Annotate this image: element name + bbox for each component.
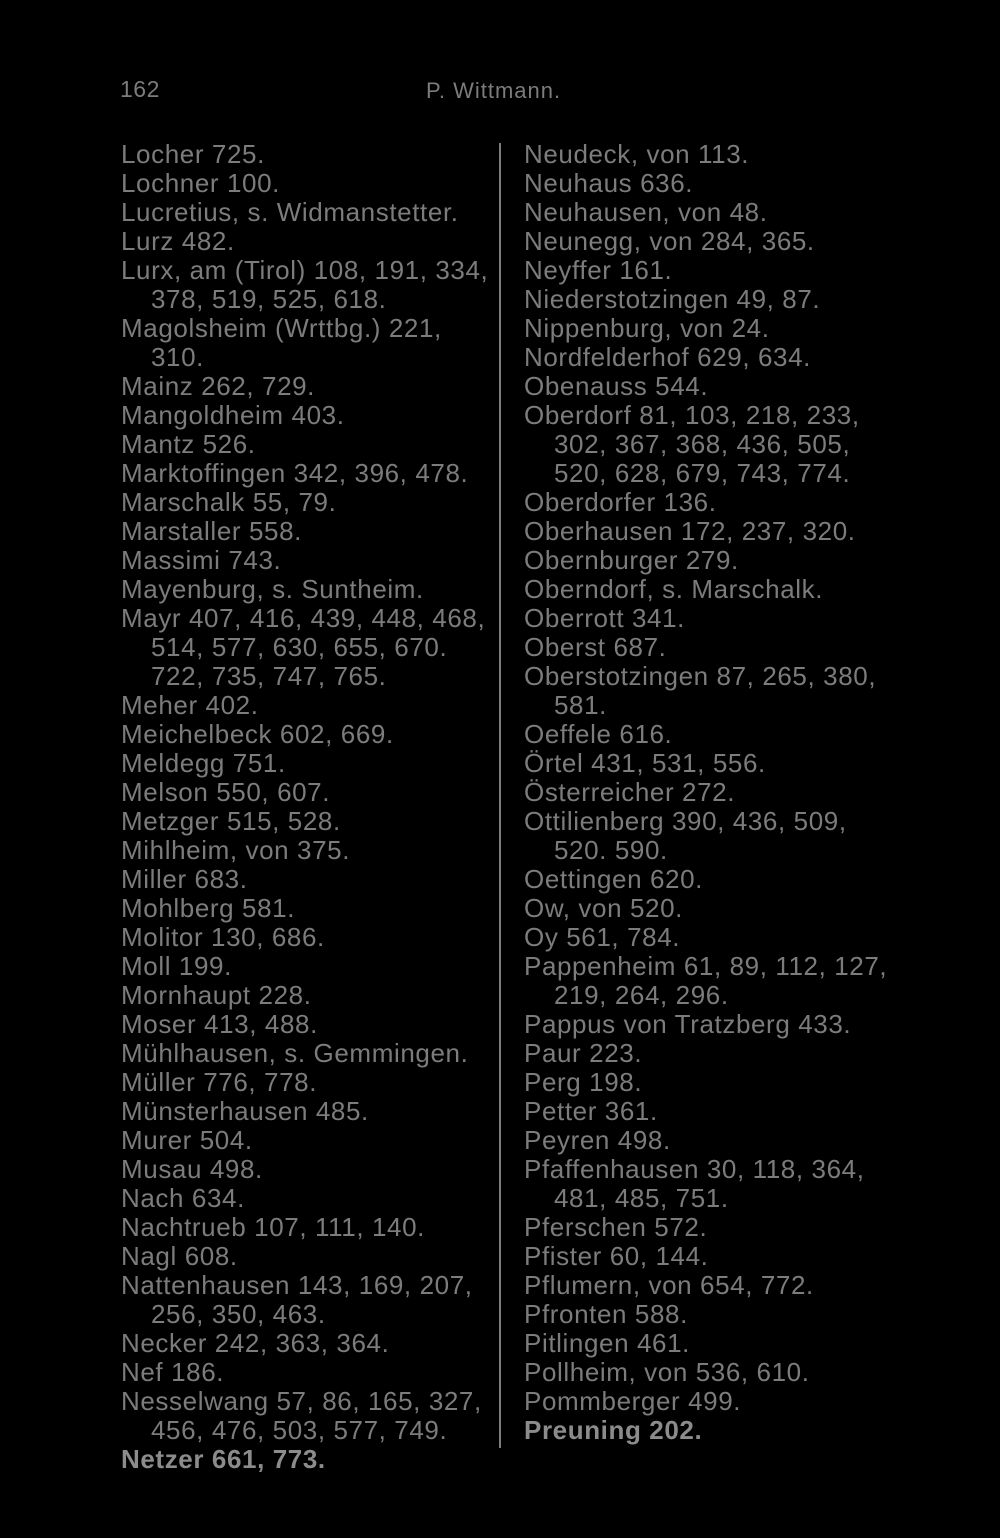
index-entry: Ow, von 520. <box>524 893 683 923</box>
index-entry: Pitlingen 461. <box>524 1328 690 1358</box>
index-entry: Paur 223. <box>524 1038 643 1068</box>
index-entry: Münsterhausen 485. <box>121 1096 369 1126</box>
index-entry: Mornhaupt 228. <box>121 980 312 1010</box>
index-entry: Moser 413, 488. <box>121 1009 318 1039</box>
index-entry: Oberst 687. <box>524 632 667 662</box>
index-entry: Marschalk 55, 79. <box>121 487 337 517</box>
index-entry: Pollheim, von 536, 610. <box>524 1357 810 1387</box>
index-entry: Oettingen 620. <box>524 864 703 894</box>
index-entry: Oberndorf, s. Marschalk. <box>524 574 824 604</box>
index-entry: Pappus von Tratzberg 433. <box>524 1009 852 1039</box>
index-entry: Mohlberg 581. <box>121 893 296 923</box>
index-entry: Obenauss 544. <box>524 371 709 401</box>
index-entry: Marstaller 558. <box>121 516 302 546</box>
index-entry: Nagl 608. <box>121 1241 238 1271</box>
index-entry: Mainz 262, 729. <box>121 371 316 401</box>
index-entry: Nachtrueb 107, 111, 140. <box>121 1212 425 1242</box>
index-entry: Pfaffenhausen 30, 118, 364, 481, 485, 751. <box>524 1154 865 1213</box>
index-entry: Oberhausen 172, 237, 320. <box>524 516 856 546</box>
index-entry: Nesselwang 57, 86, 165, 327, 456, 476, 503, 577, 749. <box>121 1386 482 1445</box>
running-head: P. Wittmann. <box>426 78 562 103</box>
index-entry: Meldegg 751. <box>121 748 286 778</box>
index-entry: Peyren 498. <box>524 1125 671 1155</box>
index-entry: Perg 198. <box>524 1067 643 1097</box>
index-entry: Mantz 526. <box>121 429 256 459</box>
index-entry: Neuhaus 636. <box>524 168 694 198</box>
index-entry: Örtel 431, 531, 556. <box>524 748 766 778</box>
index-entry: Murer 504. <box>121 1125 253 1155</box>
index-column-right <box>524 140 904 1445</box>
index-entry: Neyffer 161. <box>524 255 673 285</box>
index-entry: Molitor 130, 686. <box>121 922 325 952</box>
index-entry: Neunegg, von 284, 365. <box>524 226 815 256</box>
index-entry: Ottilienberg 390, 436, 509, 520. 590. <box>524 806 847 865</box>
index-entry: Musau 498. <box>121 1154 263 1184</box>
index-entry: Pfronten 588. <box>524 1299 688 1329</box>
index-entry: Meichelbeck 602, 669. <box>121 719 394 749</box>
index-entry: Pflumern, von 654, 772. <box>524 1270 814 1300</box>
index-entry: Netzer 661, 773. <box>121 1444 326 1474</box>
index-entry: Pferschen 572. <box>524 1212 708 1242</box>
index-entry: Petter 361. <box>524 1096 658 1126</box>
index-entry: Nippenburg, von 24. <box>524 313 770 343</box>
index-entry: Moll 199. <box>121 951 232 981</box>
index-entry: Mangoldheim 403. <box>121 400 345 430</box>
index-entry: Mihlheim, von 375. <box>121 835 351 865</box>
index-entry: Oberdorfer 136. <box>524 487 717 517</box>
index-entry: Massimi 743. <box>121 545 282 575</box>
index-entry: Locher 725. <box>121 139 265 169</box>
index-entry: Pappenheim 61, 89, 112, 127, 219, 264, 296. <box>524 951 888 1010</box>
index-entry: Mühlhausen, s. Gemmingen. <box>121 1038 469 1068</box>
index-entry: Oberstotzingen 87, 265, 380, 581. <box>524 661 877 720</box>
index-entry: Mayenburg, s. Suntheim. <box>121 574 424 604</box>
index-entry: Neudeck, von 113. <box>524 139 750 169</box>
index-entry: Müller 776, 778. <box>121 1067 318 1097</box>
index-column-left <box>121 140 501 1474</box>
index-entry: Marktoffingen 342, 396, 478. <box>121 458 469 488</box>
index-entry: Obernburger 279. <box>524 545 739 575</box>
index-entry: Lurz 482. <box>121 226 235 256</box>
index-entry: Pommberger 499. <box>524 1386 742 1416</box>
index-entry: Mayr 407, 416, 439, 448, 468, 514, 577, 630, 655, 670. 722, 735, 747, 765. <box>121 603 486 691</box>
index-entry: Meher 402. <box>121 690 259 720</box>
index-entry: Preuning 202. <box>524 1415 703 1445</box>
index-entry: Oberrott 341. <box>524 603 685 633</box>
index-entry: Metzger 515, 528. <box>121 806 341 836</box>
index-entry: Nordfelderhof 629, 634. <box>524 342 811 372</box>
index-entry: Oberdorf 81, 103, 218, 233, 302, 367, 368, 436, 505, 520, 628, 679, 743, 774. <box>524 400 860 488</box>
index-entry: Magolsheim (Wrttbg.) 221, 310. <box>121 313 442 372</box>
index-entry: Lucretius, s. Widmanstetter. <box>121 197 459 227</box>
page-number: 162 <box>120 76 160 102</box>
index-entry: Melson 550, 607. <box>121 777 331 807</box>
index-entry: Niederstotzingen 49, 87. <box>524 284 821 314</box>
index-entry: Miller 683. <box>121 864 248 894</box>
index-entry: Neuhausen, von 48. <box>524 197 768 227</box>
index-entry: Lochner 100. <box>121 168 280 198</box>
index-entry: Nach 634. <box>121 1183 245 1213</box>
index-entry: Necker 242, 363, 364. <box>121 1328 390 1358</box>
index-entry: Oeffele 616. <box>524 719 673 749</box>
index-entry: Lurx, am (Tirol) 108, 191, 334, 378, 519, 525, 618. <box>121 255 489 314</box>
index-entry: Österreicher 272. <box>524 777 736 807</box>
index-entry: Oy 561, 784. <box>524 922 681 952</box>
index-entry: Pfister 60, 144. <box>524 1241 709 1271</box>
index-entry: Nattenhausen 143, 169, 207, 256, 350, 463. <box>121 1270 473 1329</box>
index-entry: Nef 186. <box>121 1357 225 1387</box>
